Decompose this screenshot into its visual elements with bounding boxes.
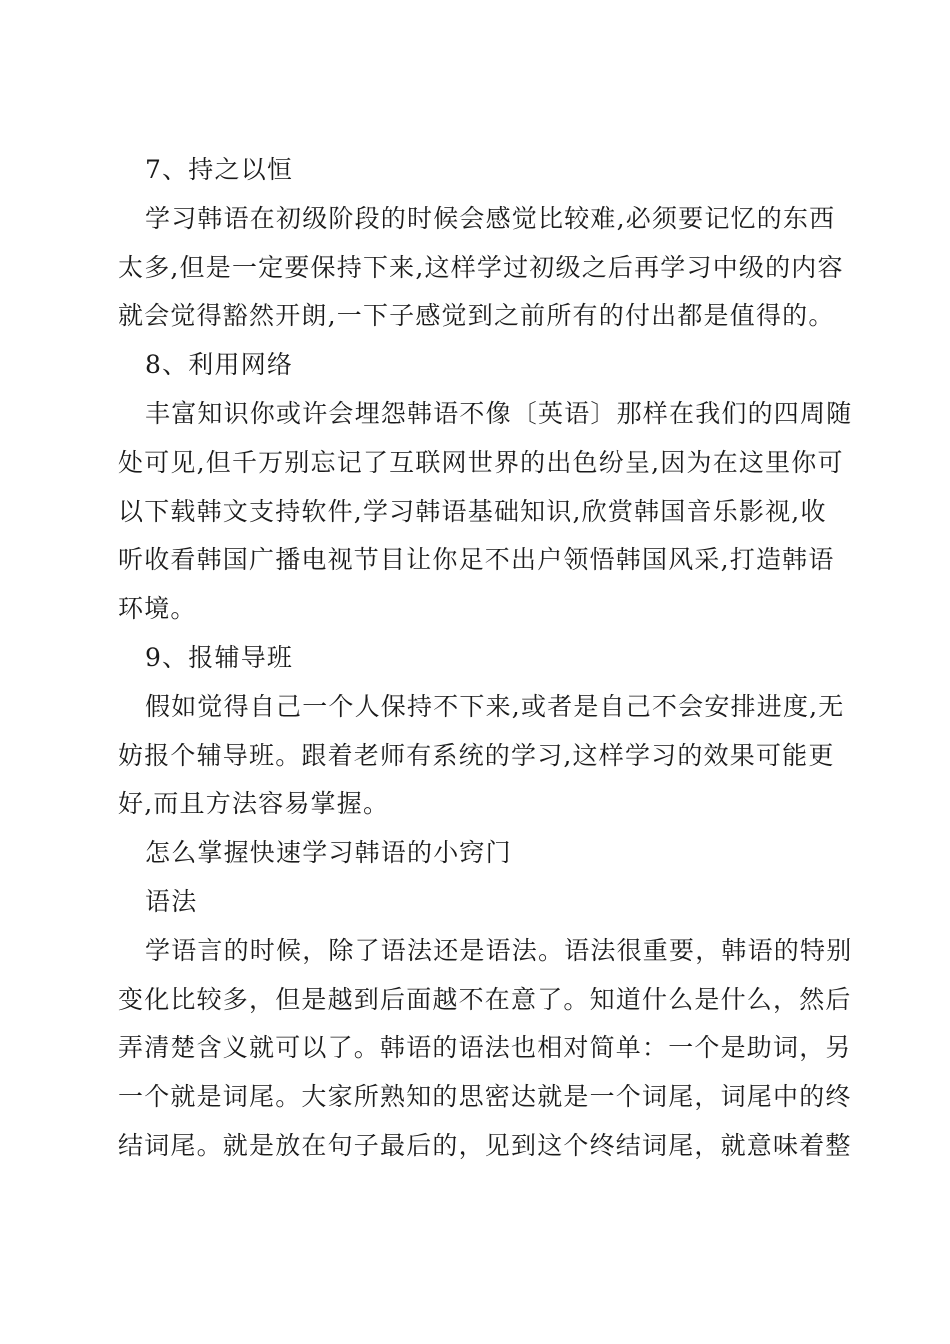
- subheading-grammar: 语法: [145, 886, 198, 916]
- section-title: 怎么掌握快速学习韩语的小窍门: [145, 838, 512, 868]
- paragraph-line: 妨报个辅导班。跟着老师有系统的学习,这样学习的效果可能更: [118, 740, 835, 770]
- paragraph-line: 环境。: [118, 594, 197, 624]
- paragraph-line: 结词尾。就是放在句子最后的，见到这个终结词尾，就意味着整: [118, 1130, 852, 1160]
- paragraph-line: 听收看韩国广播电视节目让你足不出户领悟韩国风采,打造韩语: [118, 545, 835, 575]
- paragraph-line: 丰富知识你或许会埋怨韩语不像〔英语〕那样在我们的四周随: [145, 398, 853, 428]
- paragraph-line: 处可见,但千万别忘记了互联网世界的出色纷呈,因为在这里你可: [118, 447, 844, 477]
- paragraph-line: 学语言的时候，除了语法还是语法。语法很重要，韩语的特别: [145, 935, 853, 965]
- document-body: [118, 146, 853, 1171]
- paragraph-line: 太多,但是一定要保持下来,这样学过初级之后再学习中级的内容: [118, 252, 844, 282]
- paragraph-line: 变化比较多，但是越到后面越不在意了。知道什么是什么，然后: [118, 984, 852, 1014]
- heading-8: 8、利用网络: [145, 350, 294, 380]
- heading-7: 7、持之以恒: [145, 155, 294, 184]
- paragraph-line: 一个就是词尾。大家所熟知的思密达就是一个词尾，词尾中的终: [118, 1082, 852, 1112]
- paragraph-line: 以下载韩文支持软件,学习韩语基础知识,欣赏韩国音乐影视,收: [118, 496, 827, 526]
- heading-9: 9、报辅导班: [145, 642, 294, 672]
- paragraph-line: 好,而且方法容易掌握。: [118, 789, 390, 819]
- paragraph-line: 就会觉得豁然开朗,一下子感觉到之前所有的付出都是值得的。: [118, 301, 835, 331]
- paragraph-line: 假如觉得自己一个人保持不下来,或者是自己不会安排进度,无: [145, 691, 845, 721]
- paragraph-line: 弄清楚含义就可以了。韩语的语法也相对简单：一个是助词，另: [118, 1033, 852, 1063]
- paragraph-line: 学习韩语在初级阶段的时候会感觉比较难,必须要记忆的东西: [145, 203, 836, 233]
